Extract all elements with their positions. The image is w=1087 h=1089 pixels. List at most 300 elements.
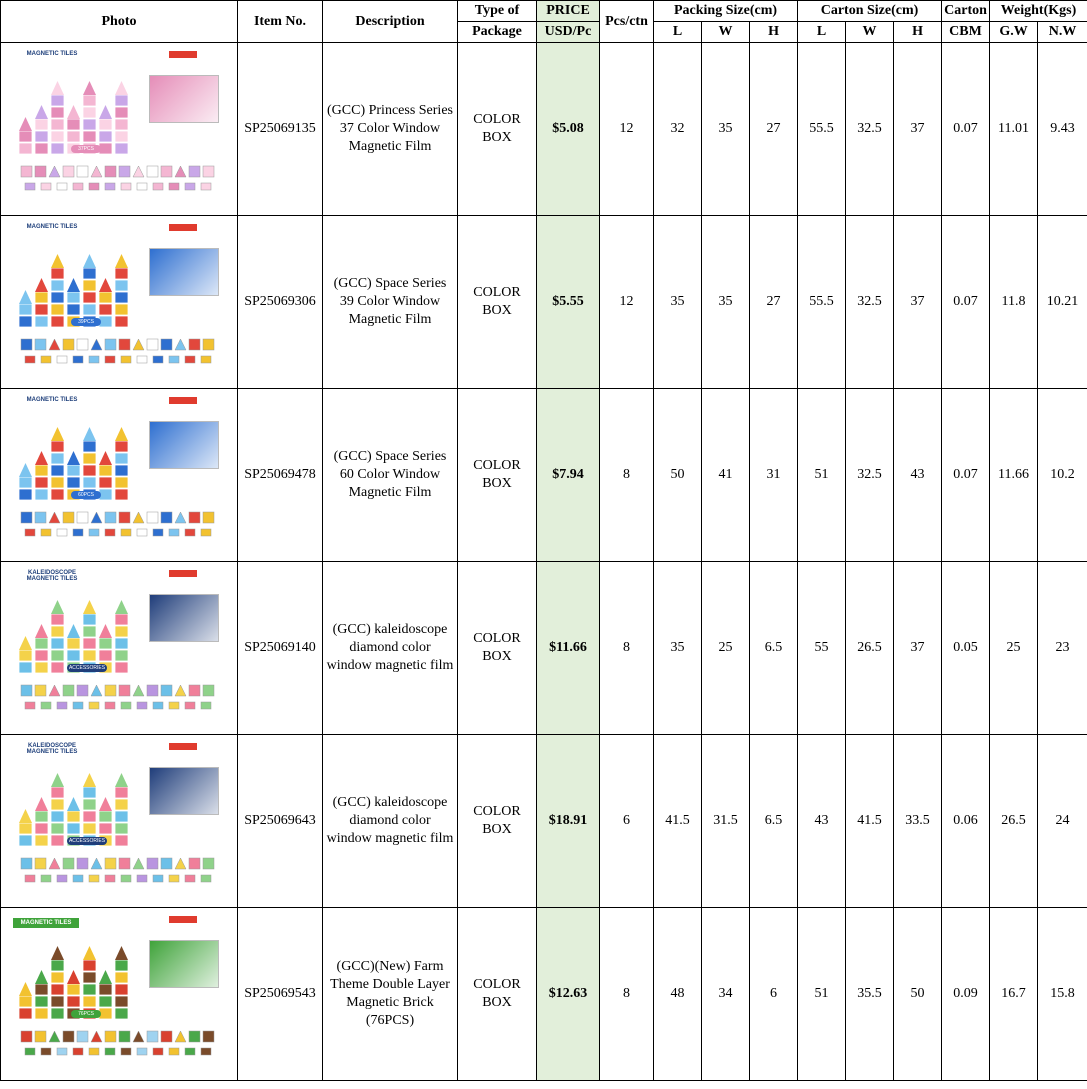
part-tile: [77, 1031, 88, 1042]
header-description: Description: [323, 1, 458, 43]
part-tile: [35, 512, 46, 523]
tile-square: [19, 316, 32, 327]
part-tile: [25, 356, 35, 363]
tile-triangle: [83, 427, 96, 441]
description-cell: [323, 735, 458, 908]
tile-triangle: [83, 946, 96, 960]
package-cell-line: COLOR: [473, 112, 521, 127]
tile-triangle: [35, 797, 48, 811]
gw-cell: 16.7: [990, 908, 1038, 1081]
tile-square: [19, 304, 32, 315]
part-tile: [91, 685, 102, 696]
part-tile: [89, 875, 99, 882]
part-tile: [175, 166, 186, 177]
part-tile: [63, 512, 74, 523]
ctn-h-cell: 37: [894, 216, 942, 389]
tile-square: [35, 119, 48, 130]
piece-count-badge: ACCESSORIES: [68, 838, 106, 844]
tile-square: [35, 823, 48, 834]
part-tile: [49, 685, 60, 696]
parts-list-illustration: [17, 853, 217, 885]
part-tile: [89, 183, 99, 190]
ctn-w-cell: 41.5: [846, 735, 894, 908]
price-cell: $5.55: [537, 216, 600, 389]
description-cell-line: (GCC) Space Series: [333, 276, 447, 291]
header-photo: Photo: [1, 1, 238, 43]
tile-square: [51, 811, 64, 822]
gw-cell: 11.01: [990, 43, 1038, 216]
part-tile: [77, 339, 88, 350]
part-tile: [21, 1031, 32, 1042]
part-tile: [185, 529, 195, 536]
pack-l-cell: 48: [654, 908, 702, 1081]
description-cell-line: Magnetic Film: [348, 312, 432, 327]
description-cell-line: 39 Color Window: [339, 294, 441, 309]
cbm-cell: 0.07: [942, 389, 990, 562]
part-tile: [137, 356, 147, 363]
tile-square: [51, 799, 64, 810]
part-tile: [121, 1048, 131, 1055]
table-row: [1, 735, 1087, 908]
description-cell-line: (GCC) kaleidoscope: [332, 795, 448, 810]
pack-w-cell: 35: [702, 43, 750, 216]
tile-square: [115, 614, 128, 625]
tile-square: [51, 984, 64, 995]
piece-count-badge: ACCESSORIES: [68, 665, 106, 671]
part-tile: [105, 183, 115, 190]
part-tile: [133, 339, 144, 350]
product-image-title: KALEIDOSCOPE MAGNETIC TILES: [26, 743, 78, 755]
package-cell-line: BOX: [482, 995, 512, 1010]
tile-square: [35, 662, 48, 673]
part-tile: [185, 356, 195, 363]
tile-square: [83, 638, 96, 649]
cbm-cell: 0.07: [942, 43, 990, 216]
tile-triangle: [67, 970, 80, 984]
nw-cell: 10.21: [1038, 216, 1087, 389]
part-tile: [189, 858, 200, 869]
tile-square: [35, 304, 48, 315]
tile-square: [51, 489, 64, 500]
tile-square: [115, 453, 128, 464]
parts-list-illustration: [17, 680, 217, 712]
part-tile: [105, 166, 116, 177]
part-tile: [203, 1031, 214, 1042]
header-price: PRICE: [537, 1, 600, 22]
tile-square: [115, 465, 128, 476]
tile-triangle: [51, 427, 64, 441]
table-row: [1, 562, 1087, 735]
header-ctn-l: L: [798, 22, 846, 43]
part-tile: [185, 183, 195, 190]
brand-badge: [169, 51, 197, 58]
tile-square: [35, 316, 48, 327]
parts-list-illustration: [17, 1026, 217, 1058]
part-tile: [105, 858, 116, 869]
tile-square: [99, 984, 112, 995]
tile-square: [83, 799, 96, 810]
item-no-cell: SP25069306: [238, 216, 323, 389]
package-cell-line: BOX: [482, 649, 512, 664]
part-tile: [189, 166, 200, 177]
part-tile: [121, 183, 131, 190]
tile-square: [115, 650, 128, 661]
tile-square: [115, 1008, 128, 1019]
tile-square: [67, 304, 80, 315]
pack-l-cell: 35: [654, 562, 702, 735]
tile-square: [67, 996, 80, 1007]
tile-triangle: [67, 105, 80, 119]
part-tile: [73, 702, 83, 709]
item-no-cell: SP25069543: [238, 908, 323, 1081]
header-nw: N.W: [1038, 22, 1087, 43]
part-tile: [73, 875, 83, 882]
tile-square: [19, 823, 32, 834]
part-tile: [91, 1031, 102, 1042]
tile-square: [19, 489, 32, 500]
pcs-ctn-cell: 8: [600, 562, 654, 735]
tile-square: [99, 477, 112, 488]
tile-square: [51, 996, 64, 1007]
tile-square: [67, 650, 80, 661]
package-cell-line: BOX: [482, 476, 512, 491]
price-cell: $5.08: [537, 43, 600, 216]
part-tile: [35, 685, 46, 696]
tile-triangle: [115, 427, 128, 441]
tile-square: [83, 614, 96, 625]
header-type-of: Type of: [458, 1, 537, 22]
part-tile: [21, 339, 32, 350]
tile-square: [115, 626, 128, 637]
part-tile: [35, 858, 46, 869]
part-tile: [175, 339, 186, 350]
product-photo-cell: [1, 562, 238, 735]
package-cell: [458, 389, 537, 562]
brand-badge: [169, 224, 197, 231]
tile-square: [51, 787, 64, 798]
header-carton-size: Carton Size(cm): [798, 1, 942, 22]
part-tile: [63, 685, 74, 696]
part-tile: [119, 339, 130, 350]
part-tile: [21, 685, 32, 696]
description-cell-line: Magnetic Film: [348, 139, 432, 154]
part-tile: [73, 183, 83, 190]
ctn-h-cell: 37: [894, 562, 942, 735]
part-tile: [185, 702, 195, 709]
tile-square: [51, 614, 64, 625]
ctn-w-cell: 32.5: [846, 216, 894, 389]
ctn-h-cell: 43: [894, 389, 942, 562]
tile-triangle: [67, 278, 80, 292]
header-ctn-w: W: [846, 22, 894, 43]
pack-h-cell: 6: [750, 908, 798, 1081]
part-tile: [201, 1048, 211, 1055]
part-tile: [121, 875, 131, 882]
tile-square: [51, 441, 64, 452]
tile-square: [115, 662, 128, 673]
part-tile: [189, 1031, 200, 1042]
part-tile: [185, 875, 195, 882]
tile-triangle: [35, 278, 48, 292]
part-tile: [153, 702, 163, 709]
part-tile: [91, 512, 102, 523]
product-photo-cell: [1, 43, 238, 216]
header-package: Package: [458, 22, 537, 43]
tile-square: [115, 292, 128, 303]
part-tile: [147, 339, 158, 350]
ctn-w-cell: 32.5: [846, 43, 894, 216]
pack-l-cell: 50: [654, 389, 702, 562]
description-cell-line: window magnetic film: [326, 658, 454, 673]
part-tile: [153, 356, 163, 363]
package-cell-line: COLOR: [473, 458, 521, 473]
package-cell-line: COLOR: [473, 804, 521, 819]
part-tile: [41, 702, 51, 709]
part-tile: [89, 702, 99, 709]
part-tile: [121, 529, 131, 536]
pcs-ctn-cell: 6: [600, 735, 654, 908]
tile-square: [99, 304, 112, 315]
tile-square: [35, 1008, 48, 1019]
pack-l-cell: 41.5: [654, 735, 702, 908]
tile-square: [99, 638, 112, 649]
price-cell: $11.66: [537, 562, 600, 735]
part-tile: [133, 512, 144, 523]
part-tile: [89, 1048, 99, 1055]
product-image-title: MAGNETIC TILES: [26, 51, 78, 57]
part-tile: [169, 702, 179, 709]
package-box-image: [149, 75, 219, 123]
part-tile: [161, 1031, 172, 1042]
tile-square: [51, 465, 64, 476]
part-tile: [63, 858, 74, 869]
tile-triangle: [51, 600, 64, 614]
pack-w-cell: 31.5: [702, 735, 750, 908]
part-tile: [133, 166, 144, 177]
tile-square: [67, 823, 80, 834]
tile-square: [35, 465, 48, 476]
tile-square: [51, 107, 64, 118]
nw-cell: 10.2: [1038, 389, 1087, 562]
part-tile: [147, 512, 158, 523]
ctn-l-cell: 43: [798, 735, 846, 908]
description-cell-line: Magnetic Film: [348, 485, 432, 500]
ctn-h-cell: 37: [894, 43, 942, 216]
part-tile: [119, 685, 130, 696]
part-tile: [49, 858, 60, 869]
part-tile: [137, 875, 147, 882]
part-tile: [91, 858, 102, 869]
gw-cell: 26.5: [990, 735, 1038, 908]
part-tile: [105, 339, 116, 350]
part-tile: [137, 1048, 147, 1055]
part-tile: [105, 685, 116, 696]
part-tile: [21, 858, 32, 869]
description-cell: [323, 389, 458, 562]
tile-square: [83, 95, 96, 106]
tile-square: [67, 811, 80, 822]
tile-triangle: [99, 278, 112, 292]
tile-square: [115, 787, 128, 798]
product-photo-cell: [1, 389, 238, 562]
tile-square: [35, 292, 48, 303]
package-cell-line: COLOR: [473, 631, 521, 646]
part-tile: [25, 1048, 35, 1055]
item-no-cell: SP25069478: [238, 389, 323, 562]
tile-square: [51, 638, 64, 649]
ctn-l-cell: 55.5: [798, 216, 846, 389]
ctn-w-cell: 35.5: [846, 908, 894, 1081]
part-tile: [41, 183, 51, 190]
product-image: [9, 568, 229, 728]
tile-triangle: [51, 946, 64, 960]
parts-list-illustration: [17, 507, 217, 539]
part-tile: [119, 1031, 130, 1042]
description-cell: [323, 562, 458, 735]
header-pack-l: L: [654, 22, 702, 43]
product-image: [9, 222, 229, 382]
ctn-h-cell: 33.5: [894, 735, 942, 908]
tile-square: [115, 972, 128, 983]
part-tile: [49, 512, 60, 523]
tile-square: [99, 292, 112, 303]
tile-triangle: [83, 81, 96, 95]
tile-triangle: [67, 451, 80, 465]
piece-count-badge: 60PCS: [71, 491, 101, 499]
tile-square: [35, 131, 48, 142]
pack-h-cell: 6.5: [750, 735, 798, 908]
piece-count-badge: 37PCS: [71, 145, 101, 153]
tile-square: [35, 638, 48, 649]
part-tile: [63, 1031, 74, 1042]
ctn-l-cell: 51: [798, 908, 846, 1081]
part-tile: [41, 1048, 51, 1055]
tile-square: [51, 268, 64, 279]
product-image-title: MAGNETIC TILES: [26, 224, 78, 230]
part-tile: [153, 183, 163, 190]
ctn-l-cell: 55.5: [798, 43, 846, 216]
package-box-image: [149, 594, 219, 642]
part-tile: [35, 339, 46, 350]
package-cell: [458, 735, 537, 908]
tile-square: [35, 996, 48, 1007]
part-tile: [189, 512, 200, 523]
tile-square: [67, 984, 80, 995]
tile-square: [67, 292, 80, 303]
part-tile: [161, 339, 172, 350]
tile-square: [83, 477, 96, 488]
tile-square: [115, 811, 128, 822]
gw-cell: 11.66: [990, 389, 1038, 562]
part-tile: [35, 166, 46, 177]
header-pack-h: H: [750, 22, 798, 43]
part-tile: [201, 875, 211, 882]
product-photo-cell: [1, 908, 238, 1081]
tile-square: [51, 835, 64, 846]
tile-triangle: [115, 946, 128, 960]
tile-square: [83, 304, 96, 315]
tile-square: [19, 662, 32, 673]
package-cell: [458, 908, 537, 1081]
part-tile: [169, 875, 179, 882]
product-photo-cell: [1, 216, 238, 389]
tile-triangle: [19, 463, 32, 477]
part-tile: [41, 529, 51, 536]
tile-square: [115, 835, 128, 846]
package-cell-line: BOX: [482, 130, 512, 145]
tile-triangle: [51, 254, 64, 268]
ctn-l-cell: 55: [798, 562, 846, 735]
tile-square: [83, 996, 96, 1007]
tile-square: [19, 835, 32, 846]
tile-triangle: [67, 797, 80, 811]
tile-square: [83, 131, 96, 142]
part-tile: [49, 339, 60, 350]
ctn-l-cell: 51: [798, 389, 846, 562]
ctn-w-cell: 26.5: [846, 562, 894, 735]
tile-square: [51, 662, 64, 673]
tile-square: [83, 119, 96, 130]
tile-triangle: [115, 600, 128, 614]
part-tile: [169, 183, 179, 190]
description-cell-line: (GCC) kaleidoscope: [332, 622, 448, 637]
part-tile: [119, 512, 130, 523]
tile-square: [51, 95, 64, 106]
tile-square: [83, 453, 96, 464]
tile-triangle: [99, 797, 112, 811]
part-tile: [25, 702, 35, 709]
tile-square: [115, 316, 128, 327]
description-cell-line: Theme Double Layer: [330, 977, 450, 992]
tile-square: [51, 316, 64, 327]
description-cell: [323, 216, 458, 389]
tile-triangle: [19, 117, 32, 131]
tile-square: [115, 960, 128, 971]
header-ctn-h: H: [894, 22, 942, 43]
part-tile: [147, 1031, 158, 1042]
price-cell: $12.63: [537, 908, 600, 1081]
tile-square: [19, 477, 32, 488]
part-tile: [73, 356, 83, 363]
tile-triangle: [19, 290, 32, 304]
pack-l-cell: 32: [654, 43, 702, 216]
tile-square: [99, 119, 112, 130]
tile-square: [115, 95, 128, 106]
tile-square: [35, 477, 48, 488]
table-row: [1, 389, 1087, 562]
parts-list-illustration: [17, 334, 217, 366]
part-tile: [41, 356, 51, 363]
tile-triangle: [83, 773, 96, 787]
product-image-title: MAGNETIC TILES: [13, 918, 79, 928]
package-cell-line: COLOR: [473, 977, 521, 992]
part-tile: [57, 356, 67, 363]
tile-square: [99, 131, 112, 142]
tile-square: [19, 650, 32, 661]
brand-badge: [169, 916, 197, 923]
tile-square: [67, 131, 80, 142]
part-tile: [153, 529, 163, 536]
table-row: [1, 216, 1087, 389]
pack-w-cell: 41: [702, 389, 750, 562]
tile-square: [115, 799, 128, 810]
part-tile: [49, 166, 60, 177]
part-tile: [21, 166, 32, 177]
tile-square: [35, 650, 48, 661]
part-tile: [105, 356, 115, 363]
gw-cell: 25: [990, 562, 1038, 735]
tile-square: [67, 119, 80, 130]
